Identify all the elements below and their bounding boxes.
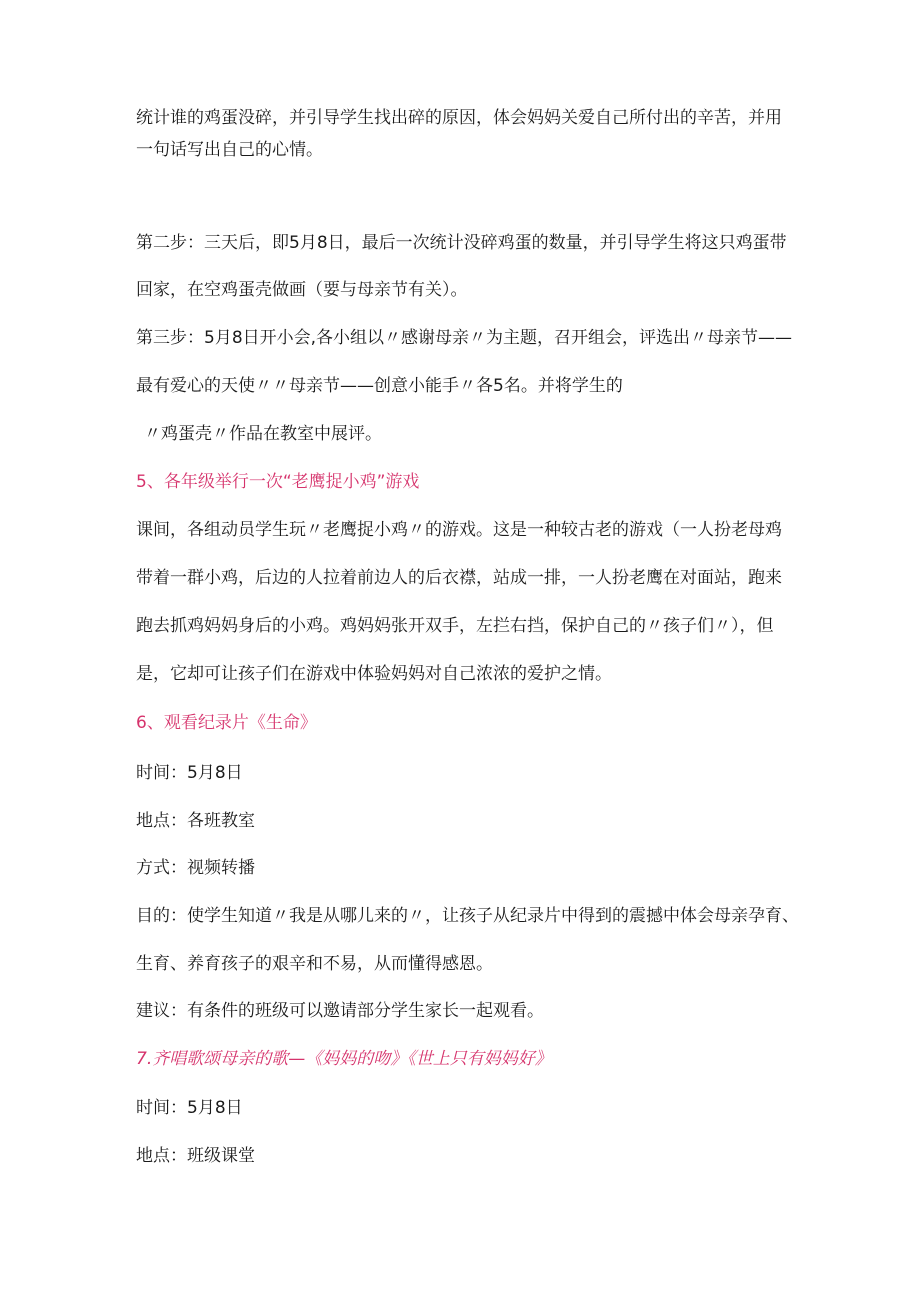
paragraph-line: 〃鸡蛋壳〃作品在教室中展评。 (144, 424, 382, 444)
paragraph-line: 最有爱心的天使〃〃母亲节——创意小能手〃各5名。并将学生的 (136, 376, 623, 396)
paragraph-line: 一句话写出自己的心情。 (136, 140, 323, 160)
purpose-line: 目的：使学生知道〃我是从哪儿来的〃，让孩子从纪录片中得到的震撼中体会母亲孕育、 (136, 906, 799, 926)
section-heading-6: 6、观看纪录片《生命》 (136, 713, 317, 733)
suggestion-line: 建议：有条件的班级可以邀请部分学生家长一起观看。 (136, 1001, 544, 1021)
paragraph-line: 跑去抓鸡妈妈身后的小鸡。鸡妈妈张开双手，左拦右挡，保护自己的〃孩子们〃），但 (136, 616, 774, 636)
section-heading-7: 7.齐唱歌颂母亲的歌—《妈妈的吻》《世上只有妈妈好》 (136, 1049, 552, 1069)
step-three-line: 第三步：5月8日开小会,各小组以〃感谢母亲〃为主题，召开组会，评选出〃母亲节—— (136, 328, 793, 348)
paragraph-line: 带着一群小鸡，后边的人拉着前边人的后衣襟，站成一排，一人扮老鹰在对面站，跑来 (136, 568, 782, 588)
paragraph-line: 回家，在空鸡蛋壳做画（要与母亲节有关）。 (136, 280, 468, 300)
paragraph-line: 课间，各组动员学生玩〃老鹰捉小鸡〃的游戏。这是一种较古老的游戏（一人扮老母鸡 (136, 520, 782, 540)
paragraph-line: 生育、养育孩子的艰辛和不易，从而懂得感恩。 (136, 954, 493, 974)
time-line: 时间：5月8日 (136, 1098, 243, 1118)
paragraph-line: 是，它却可让孩子们在游戏中体验妈妈对自己浓浓的爱护之情。 (136, 664, 612, 684)
method-line: 方式：视频转播 (136, 858, 255, 878)
step-two-line: 第二步：三天后，即5月8日，最后一次统计没碎鸡蛋的数量，并引导学生将这只鸡蛋带 (136, 233, 787, 253)
section-heading-5: 5、各年级举行一次“老鹰捉小鸡”游戏 (136, 472, 420, 492)
paragraph-line: 统计谁的鸡蛋没碎，并引导学生找出碎的原因，体会妈妈关爱自己所付出的辛苦，并用 (136, 108, 782, 128)
time-line: 时间：5月8日 (136, 763, 243, 783)
location-line: 地点：班级课堂 (136, 1146, 255, 1166)
location-line: 地点：各班教室 (136, 811, 255, 831)
